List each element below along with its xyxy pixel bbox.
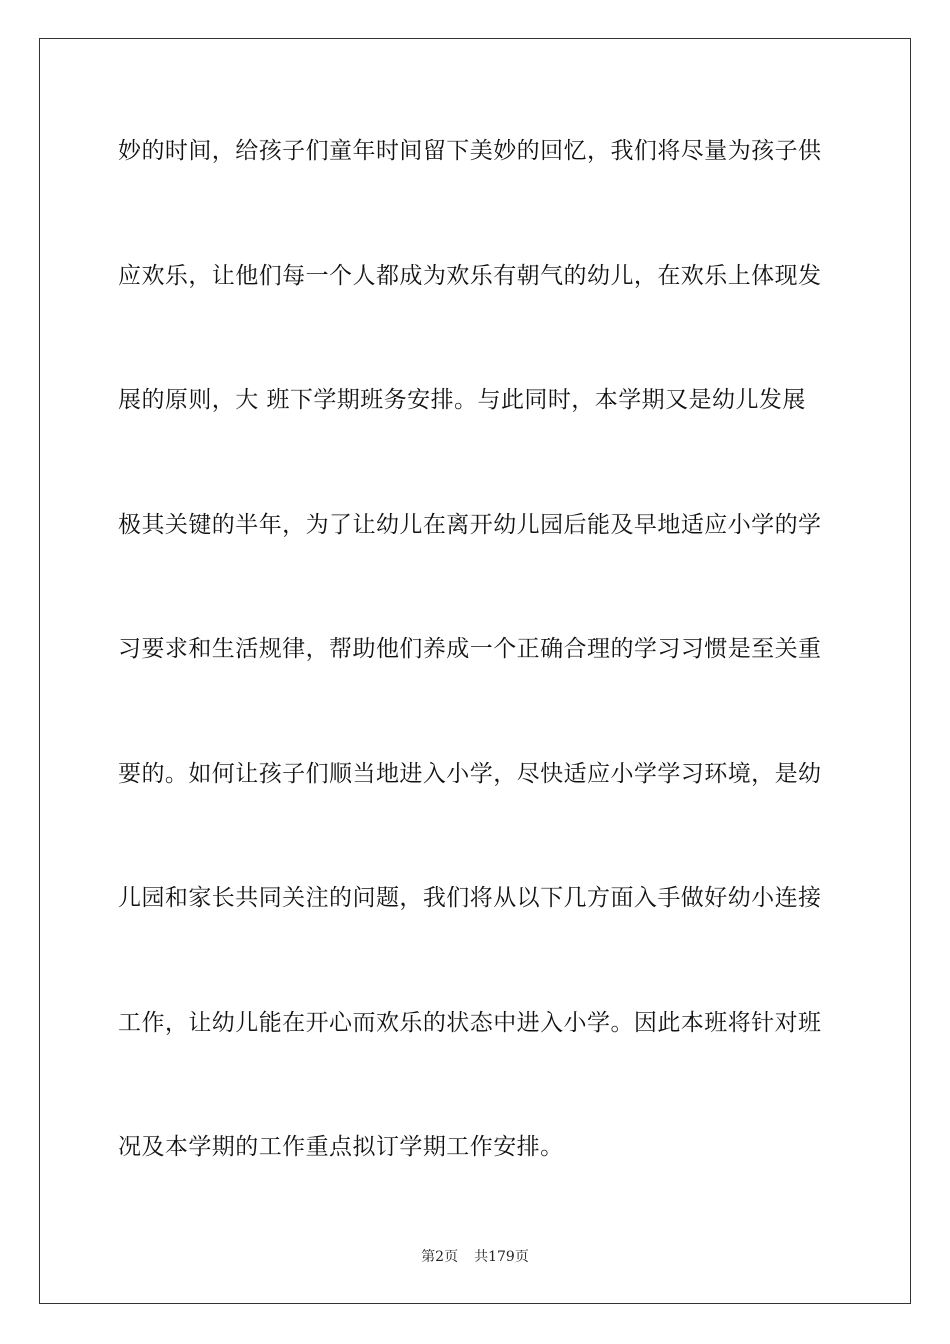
body-line: 习要求和生活规律，帮助他们养成一个正确合理的学习习惯是至关重 bbox=[118, 636, 822, 662]
body-line: 应欢乐，让他们每一个人都成为欢乐有朝气的幼儿，在欢乐上体现发 bbox=[118, 262, 822, 289]
body-line: 展的原则，大 班下学期班务安排。与此同时，本学期又是幼儿发展 bbox=[118, 387, 806, 413]
page-footer bbox=[0, 1247, 950, 1267]
body-line: 要的。如何让孩子们顺当地进入小学，尽快适应小学学习环境，是幼 bbox=[118, 760, 822, 787]
body-line: 况及本学期的工作重点拟订学期工作安排。 bbox=[118, 1134, 564, 1160]
body-line: 妙的时间，给孩子们童年时间留下美妙的回忆，我们将尽量为孩子供 bbox=[118, 138, 822, 164]
page-number: 第2页 bbox=[421, 1249, 459, 1265]
page-total: 共179页 bbox=[474, 1249, 529, 1265]
body-line: 儿园和家长共同关注的问题，我们将从以下几方面入手做好幼小连接 bbox=[118, 885, 822, 911]
body-line: 工作，让幼儿能在开心而欢乐的状态中进入小学。因此本班将针对班 bbox=[118, 1009, 822, 1036]
body-line: 极其关键的半年，为了让幼儿在离开幼儿园后能及早地适应小学的学 bbox=[118, 511, 822, 538]
document-body bbox=[118, 128, 838, 1249]
